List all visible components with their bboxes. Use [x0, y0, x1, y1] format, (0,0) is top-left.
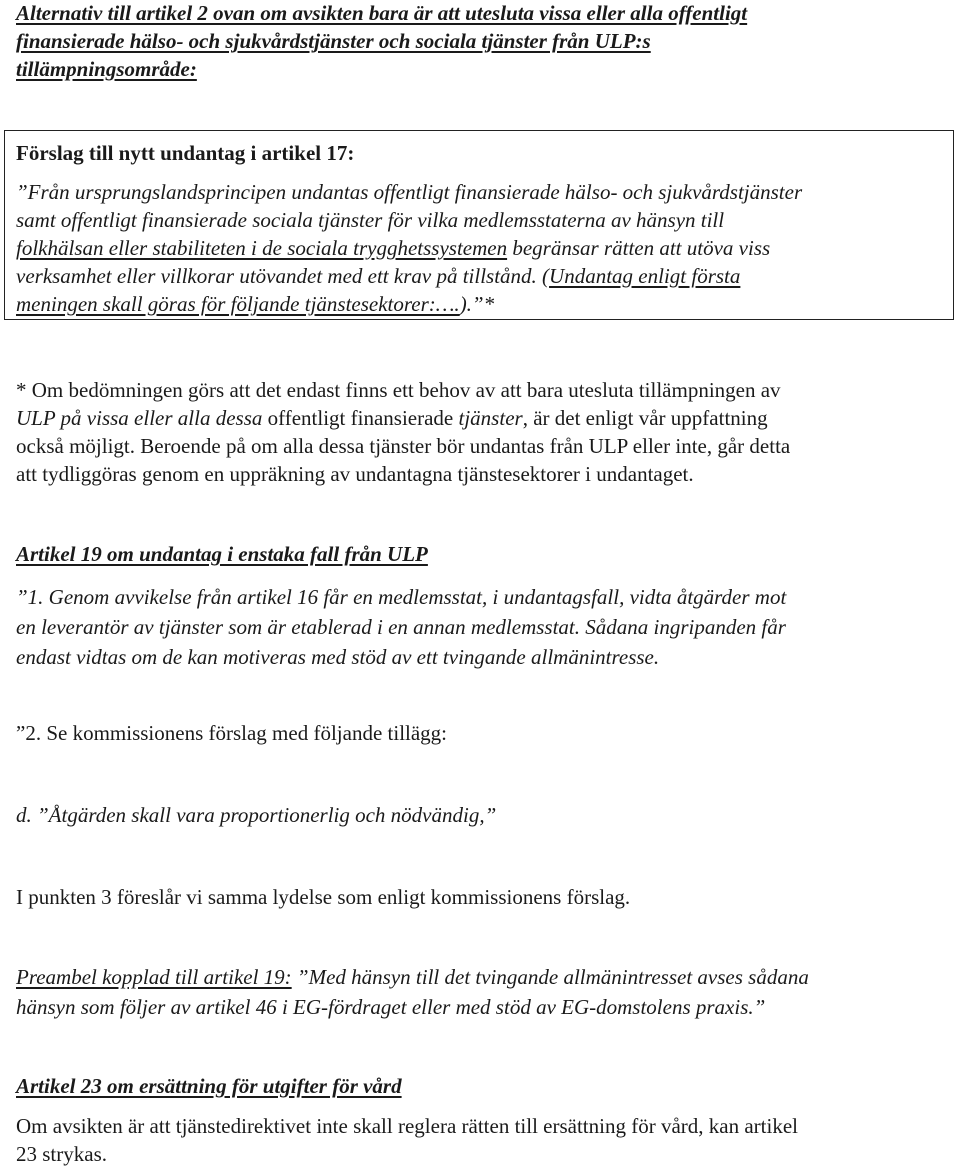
- article-19-line-2: en leverantör av tjänster som är etablerad i en annan medlemsstat. Sådana ingripanden får: [16, 615, 786, 639]
- article-19-title: Artikel 19 om undantag i enstaka fall från ULP: [16, 542, 428, 566]
- heading-line-1: Alternativ till artikel 2 ovan om avsikten bara är att utesluta vissa eller alla offentligt: [16, 1, 748, 25]
- proposal-underlined-phrase: folkhälsan eller stabiliteten i de sociala trygghetssystemen: [16, 236, 508, 260]
- article-19-point-d: d. ”Åtgärden skall vara proportionerlig och nödvändig,”: [16, 803, 497, 827]
- proposal-line-4: verksamhet eller villkorar utövandet med ett krav på tillstånd. (Undantag enligt första: [16, 264, 741, 288]
- heading-line-3: tillämpningsområde:: [16, 57, 197, 81]
- article-23-line-2: 23 strykas.: [16, 1142, 107, 1166]
- proposal-title: Förslag till nytt undantag i artikel 17:: [16, 141, 355, 165]
- article-23-title: Artikel 23 om ersättning för utgifter för vård: [16, 1074, 402, 1098]
- proposal-line-5: meningen skall göras för följande tjänstesektorer:….).”*: [16, 292, 495, 316]
- footnote-line-1: * Om bedömningen görs att det endast finns ett behov av att bara utesluta tillämpningen av: [16, 378, 781, 402]
- footnote-line-2: ULP på vissa eller alla dessa offentligt finansierade tjänster, är det enligt vår uppfattning: [16, 406, 768, 430]
- article-19-point-2: ”2. Se kommissionens förslag med följande tillägg:: [16, 721, 448, 745]
- article-19-line-3: endast vidtas om de kan motiveras med stöd av ett tvingande allmänintresse.: [16, 645, 660, 669]
- proposal-line-2: samt offentligt finansierade sociala tjänster för vilka medlemsstaterna av hänsyn till: [16, 208, 725, 232]
- article-19-line-1: ”1. Genom avvikelse från artikel 16 får en medlemsstat, i undantagsfall, vidta åtgärder mot: [16, 585, 787, 609]
- preamble-line-2: hänsyn som följer av artikel 46 i EG-fördraget eller med stöd av EG-domstolens praxis.”: [16, 995, 766, 1019]
- footnote-line-4: att tydliggöras genom en uppräkning av undantagna tjänstesektorer i undantaget.: [16, 462, 694, 486]
- preamble-line-1: Preambel kopplad till artikel 19: ”Med hänsyn till det tvingande allmänintresset avses sådana: [16, 965, 809, 989]
- article-23-line-1: Om avsikten är att tjänstedirektivet inte skall reglera rätten till ersättning för vård, kan artikel: [16, 1114, 798, 1138]
- article-19-point-3-note: I punkten 3 föreslår vi samma lydelse som enligt kommissionens förslag.: [16, 885, 631, 909]
- preamble-label: Preambel kopplad till artikel 19:: [16, 965, 292, 989]
- heading-line-2: finansierade hälso- och sjukvårdstjänster och sociala tjänster från ULP:s: [16, 29, 651, 53]
- proposal-line-3: folkhälsan eller stabiliteten i de sociala trygghetssystemen begränsar rätten att utöva viss: [16, 236, 771, 260]
- proposal-line-1: ”Från ursprungslandsprincipen undantas offentligt finansierade hälso- och sjukvårdstjänster: [16, 180, 803, 204]
- footnote-line-3: också möjligt. Beroende på om alla dessa tjänster bör undantas från ULP eller inte, går detta: [16, 434, 791, 458]
